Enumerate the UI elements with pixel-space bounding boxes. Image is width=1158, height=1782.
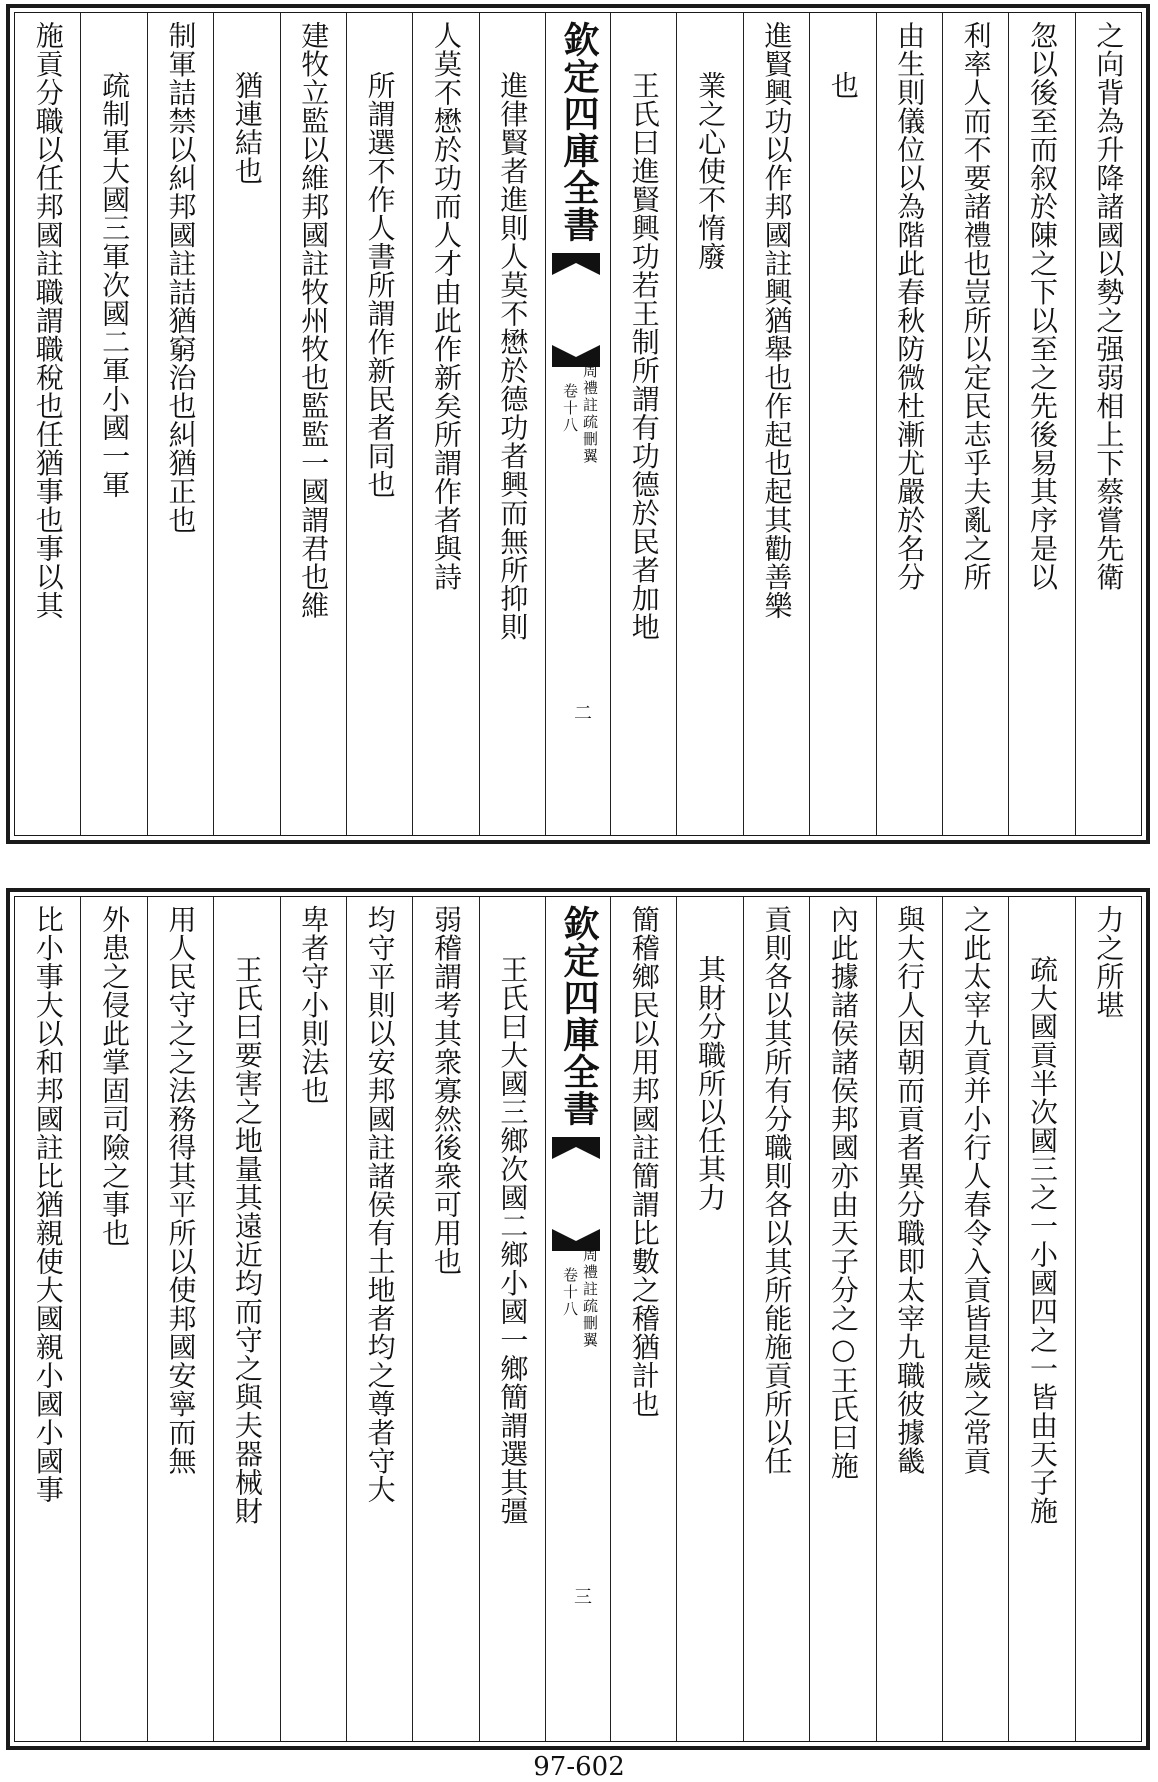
column-text: 王氏曰進賢興功若王制所謂有功德於民者加地: [627, 71, 661, 641]
banner-subtitle-book: 周禮註疏刪翼: [581, 363, 599, 465]
text-column: [280, 897, 346, 1741]
text-column: [346, 897, 412, 1741]
banner-title: 欽定四庫全書: [558, 21, 600, 243]
text-column: [1075, 13, 1141, 835]
column-text: 內此據諸侯諸侯邦國亦由天子分之○王氏曰施: [826, 905, 860, 1480]
banner-subtitle-volume: 卷十八: [561, 383, 579, 434]
banner-page-number: 二: [571, 703, 592, 721]
text-column: [1008, 897, 1074, 1741]
column-text: 之向背為升降諸國以勢之强弱相上下蔡嘗先衛: [1092, 21, 1126, 591]
banner-subtitle-book: 周禮註疏刪翼: [581, 1247, 599, 1349]
column-text: 猶連結也: [230, 71, 264, 185]
text-column: [876, 897, 942, 1741]
text-column: [676, 897, 742, 1741]
banner-page-number: 三: [571, 1587, 592, 1605]
text-column: [876, 13, 942, 835]
text-column: [80, 897, 146, 1741]
column-text: 制軍詰禁以糾邦國註詰猶窮治也糾猶正也: [164, 21, 198, 534]
column-text: 利率人而不要諸禮也豈所以定民志乎夫亂之所: [959, 21, 993, 591]
upper-page: [6, 4, 1150, 844]
fish-tail-mark-bottom-icon: [552, 331, 600, 367]
text-column: [743, 13, 809, 835]
text-column: [412, 897, 478, 1741]
column-text: 業之心使不惰廢: [694, 71, 728, 271]
column-text: 貢則各以其所有分職則各以其所能施貢所以任: [760, 905, 794, 1475]
text-column: [809, 897, 875, 1741]
column-text: 力之所堪: [1092, 905, 1126, 1019]
fish-tail-mark-bottom-icon: [552, 1215, 600, 1251]
lower-page-columns: [15, 897, 1141, 1741]
column-text: 卑者守小則法也: [297, 905, 331, 1105]
column-text: 疏大國貢半次國三之一小國四之一皆由天子施: [1025, 955, 1059, 1525]
column-text: 建牧立監以維邦國註牧州牧也監監一國謂君也維: [297, 21, 331, 620]
text-column: [1075, 897, 1141, 1741]
center-banner: [545, 897, 610, 1741]
text-column: [610, 13, 676, 835]
text-column: [412, 13, 478, 835]
text-column: [346, 13, 412, 835]
text-column: [80, 13, 146, 835]
text-column: [479, 897, 545, 1741]
text-column: [809, 13, 875, 835]
column-text: 其財分職所以任其力: [694, 955, 728, 1212]
column-text: 外患之侵此掌固司險之事也: [98, 905, 132, 1247]
column-text: 與大行人因朝而貢者異分職即太宰九職彼據畿: [893, 905, 927, 1475]
column-text: 忽以後至而叙於陳之下以至之先後易其序是以: [1025, 21, 1059, 591]
text-column: [1008, 13, 1074, 835]
banner-subtitle-volume: 卷十八: [561, 1267, 579, 1318]
text-column: [610, 897, 676, 1741]
column-text: 人莫不懋於功而人才由此作新矣所謂作者與詩: [429, 21, 463, 591]
column-text: 比小事大以和邦國註比猶親使大國親小國小國事: [31, 905, 65, 1504]
fish-tail-mark-icon: [552, 1137, 600, 1173]
text-column: [479, 13, 545, 835]
text-column: [743, 897, 809, 1741]
column-text: 用人民守之之法務得其平所以使邦國安寧而無: [164, 905, 198, 1475]
column-text: 王氏曰要害之地量其遠近均而守之與夫器械財: [230, 955, 264, 1525]
column-text: 進賢興功以作邦國註興猶舉也作起也起其勸善樂: [760, 21, 794, 620]
banner-title: 欽定四庫全書: [558, 905, 600, 1127]
column-text: 簡稽鄉民以用邦國註簡謂比數之稽猶計也: [627, 905, 661, 1418]
column-text: 之此太宰九貢并小行人春令入貢皆是歲之常貢: [959, 905, 993, 1475]
column-text: 疏制軍大國三軍次國二軍小國一軍: [98, 71, 132, 499]
center-banner: [545, 13, 610, 835]
upper-page-columns: [15, 13, 1141, 835]
text-column: [280, 13, 346, 835]
column-text: 由生則儀位以為階此春秋防微杜漸尤嚴於名分: [893, 21, 927, 591]
column-text: 施貢分職以任邦國註職謂職稅也任猶事也事以其: [31, 21, 65, 620]
column-text: 均守平則以安邦國註諸侯有土地者均之尊者守大: [363, 905, 397, 1504]
column-text: 所謂選不作人書所謂作新民者同也: [363, 71, 397, 499]
text-column: [213, 897, 279, 1741]
lower-page: [6, 888, 1150, 1750]
column-text: 也: [826, 71, 860, 100]
text-column: [213, 13, 279, 835]
text-column: [676, 13, 742, 835]
text-column: [15, 13, 80, 835]
text-column: [147, 13, 213, 835]
fish-tail-mark-icon: [552, 253, 600, 289]
text-column: [942, 13, 1008, 835]
column-text: 王氏曰大國三鄉次國二鄉小國一鄉簡謂選其彊: [496, 955, 530, 1525]
text-column: [15, 897, 80, 1741]
column-text: 弱稽謂考其衆寡然後衆可用也: [429, 905, 463, 1276]
text-column: [147, 897, 213, 1741]
column-text: 進律賢者進則人莫不懋於德功者興而無所抑則: [496, 71, 530, 641]
text-column: [942, 897, 1008, 1741]
footer-page-number: 97-602: [533, 1752, 625, 1782]
